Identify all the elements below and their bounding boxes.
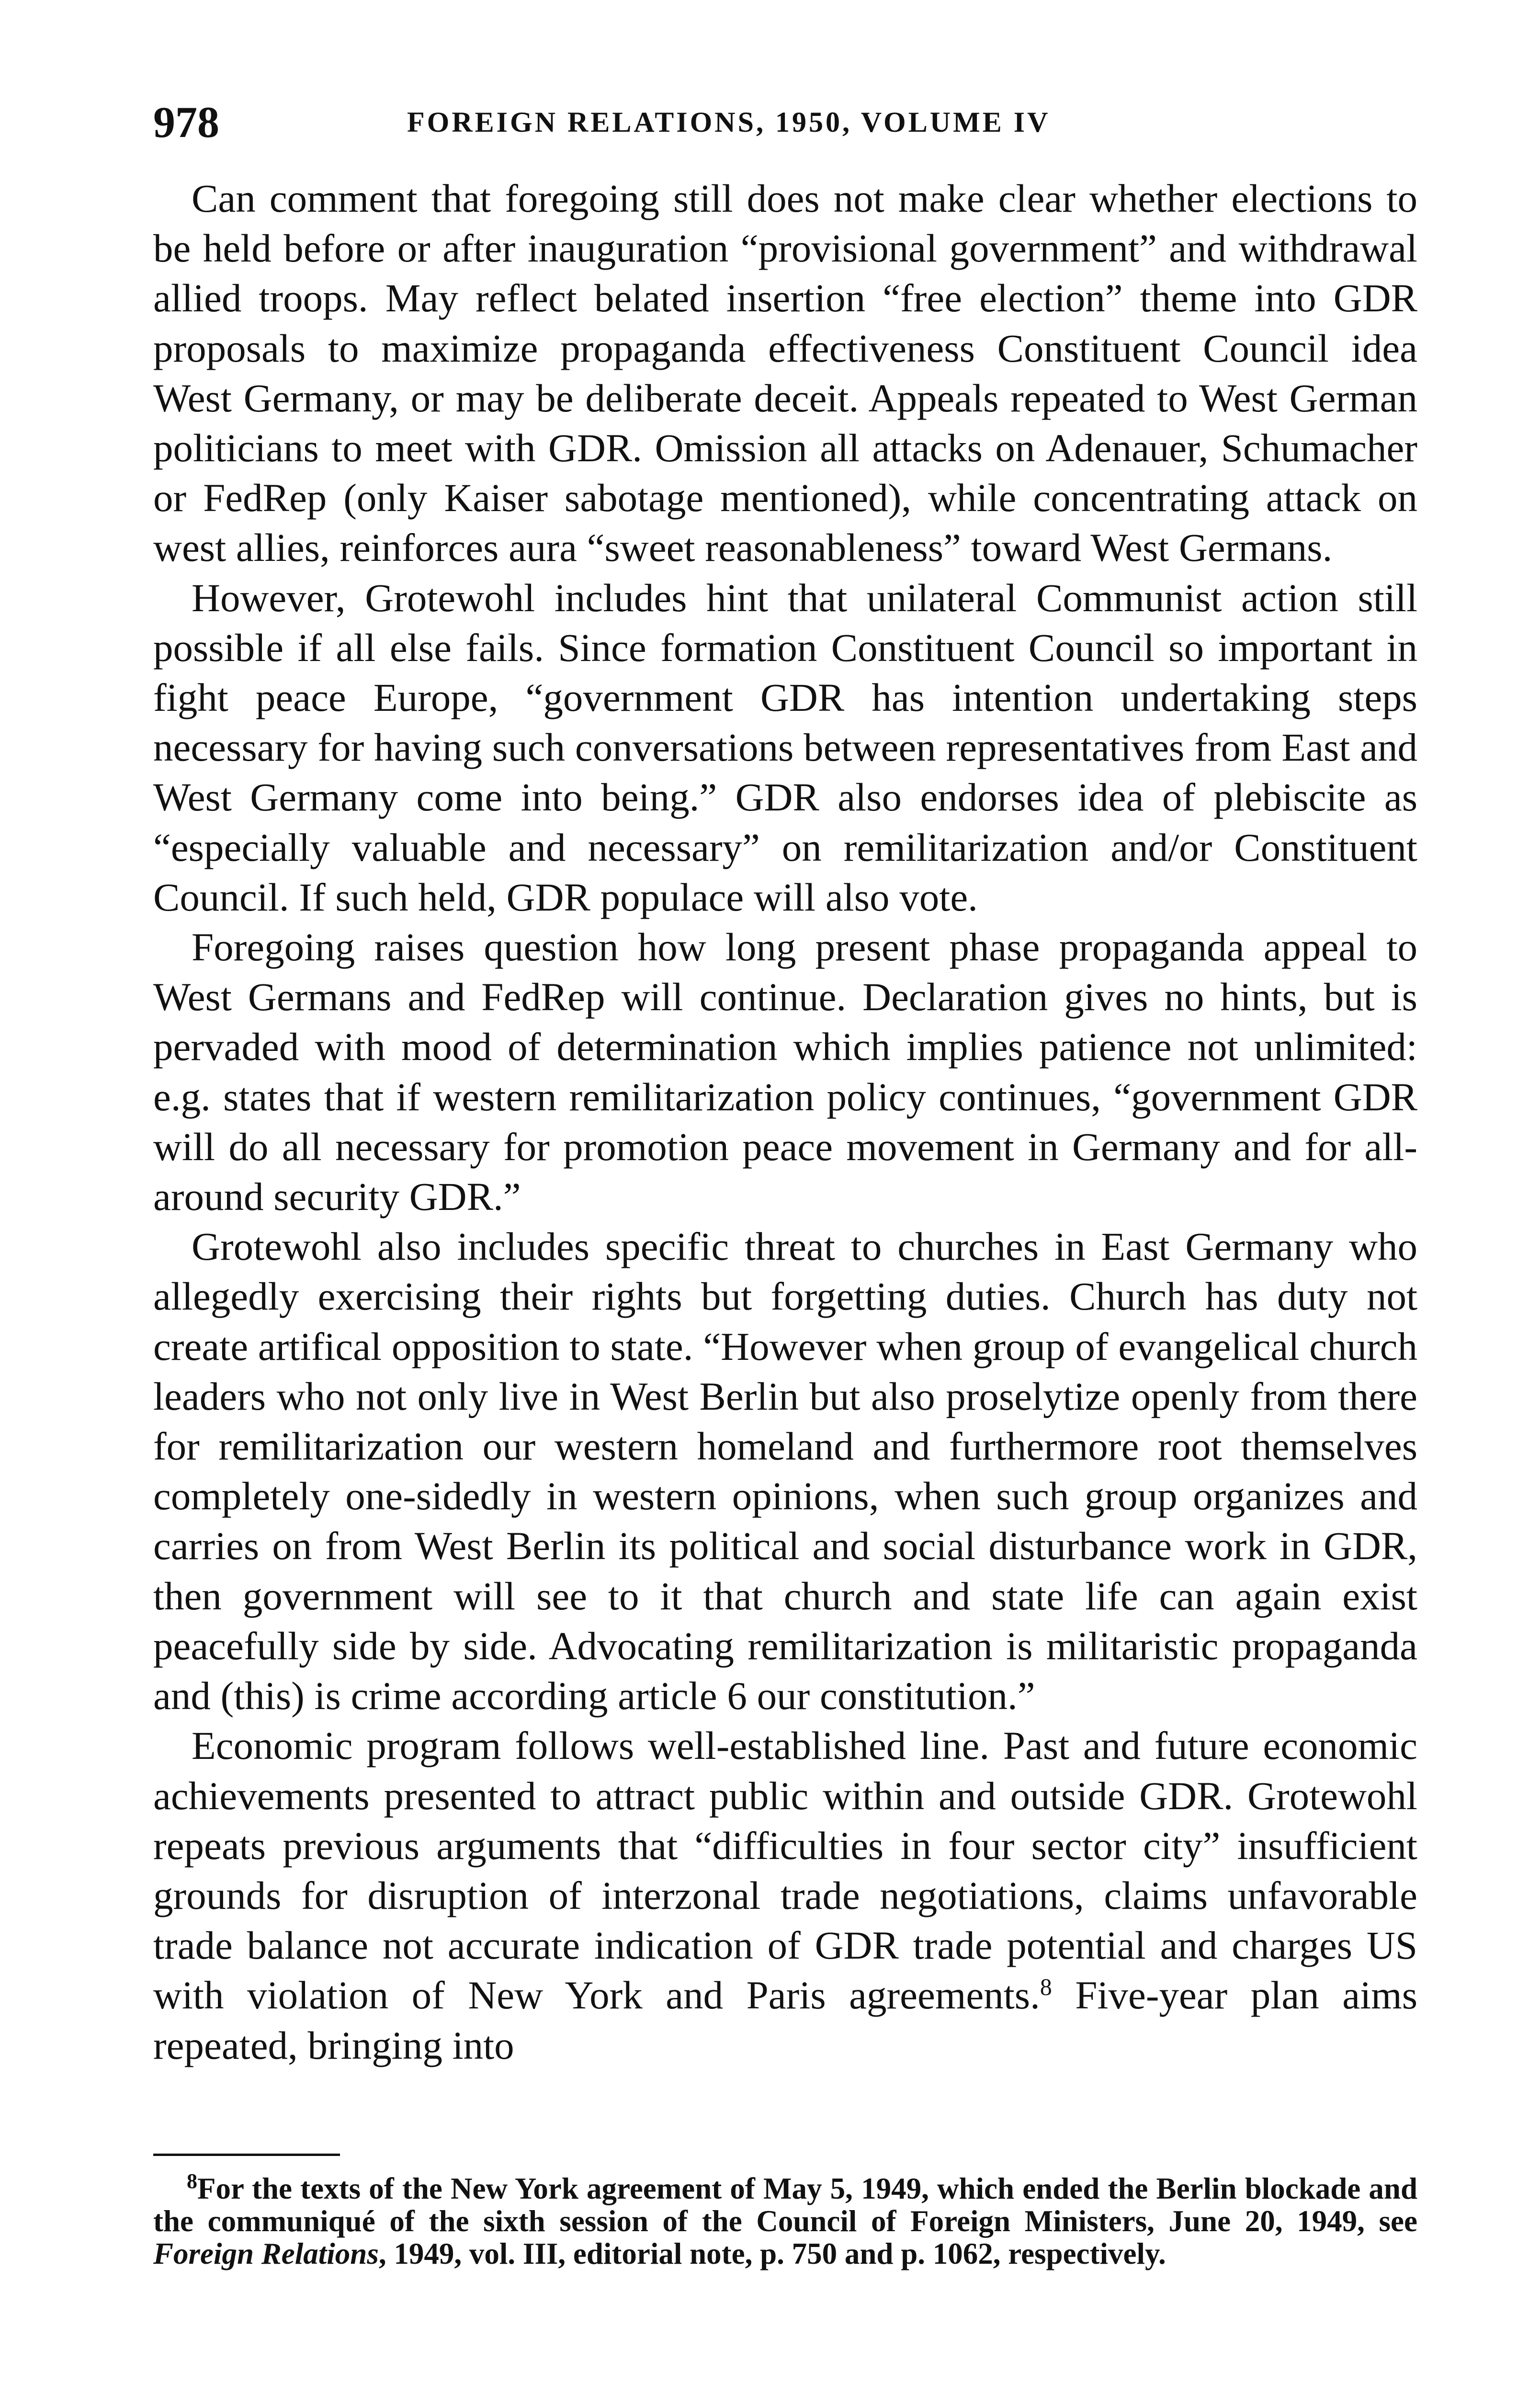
- footnote-title: Foreign Relations: [153, 2237, 379, 2270]
- footnote: [153, 2169, 1417, 2270]
- footnote-8: [153, 2169, 1417, 2270]
- footnote-volume: III: [522, 2237, 558, 2270]
- footnote-text-a: For the texts of the New York agreement of May 5, 1949, which ended the Berlin blockade and the communiqué of the sixth session of the Council of Foreign Ministers, June 20, 1949, see: [153, 2172, 1417, 2238]
- footnote-reference: 8: [1040, 1973, 1052, 2000]
- paragraph-3: Foregoing raises question how long present phase propaganda appeal to West Germans and FedRep will continue. Declaration gives no hints, but is pervaded with mood of determination which implies patience not unlimited: e.g. states that if western remilitarization policy continues, “government GDR will do all necessary for promotion peace movement in Germany and for all-around security GDR.”: [153, 925, 1417, 1219]
- page-number: 978: [153, 98, 219, 147]
- page-header: [153, 91, 1417, 153]
- paragraph-1: Can comment that foregoing still does not make clear whether elections to be held before or after inauguration “provisional government” and withdrawal allied troops. May reflect belated insertion “free election” theme into GDR proposals to maximize propaganda effectiveness Constituent Council idea West Germany, or may be deliberate deceit. Appeals repeated to West German politicians to meet with GDR. Omission all attacks on Adenauer, Schumacher or FedRep (only Kaiser sabotage mentioned), while concentrating attack on west allies, reinforces aura “sweet reasonableness” toward West Germans.: [153, 176, 1417, 570]
- body-text: [153, 173, 1417, 2070]
- paragraph-5-text-a: Economic program follows well-established line. Past and future economic achievements presented to attract public within and outside GDR. Grotewohl repeats previous arguments that “difficulties in four sector city” insufficient grounds for disruption of interzonal trade negotiations, claims unfavorable trade balance not accurate indication of GDR trade potential and charges US with violation of New York and Paris agreements.: [153, 1723, 1417, 2018]
- paragraph-4: Grotewohl also includes specific threat to churches in East Germany who allegedly exercising their rights but forgetting duties. Church has duty not create artifical opposition to state. “However when group of evangelical church leaders who not only live in West Berlin but also proselytize openly from there for remilitarization our western homeland and furthermore root themselves completely one-sidedly in western opinions, when such group organizes and carries on from West Berlin its political and social disturbance work in GDR, then government will see to it that church and state life can again exist peacefully side by side. Advocating remilitarization is militaristic propaganda and (this) is crime according article 6 our constitution.”: [153, 1224, 1417, 1718]
- paragraph-5-text-b: Five-year plan aims repeated, bringing into: [153, 1973, 1417, 2067]
- running-head: FOREIGN RELATIONS, 1950, VOLUME IV: [407, 106, 1051, 138]
- footnote-marker: 8: [187, 2169, 198, 2193]
- footnote-rule: [153, 2154, 340, 2156]
- footnote-text-c: , editorial note, p. 750 and p. 1062, respectively.: [558, 2237, 1166, 2270]
- footnote-text-b: , 1949, vol.: [378, 2237, 523, 2270]
- paragraph-2: However, Grotewohl includes hint that unilateral Communist action still possible if all else fails. Since formation Constituent Council so important in fight peace Europe, “government GDR has intention undertaking steps necessary for having such conversations between representatives from East and West Germany come into being.” GDR also endorses idea of plebiscite as “especially valuable and necessary” on remilitarization and/or Constituent Council. If such held, GDR populace will also vote.: [153, 575, 1417, 919]
- paragraph-5: [153, 1721, 1417, 2070]
